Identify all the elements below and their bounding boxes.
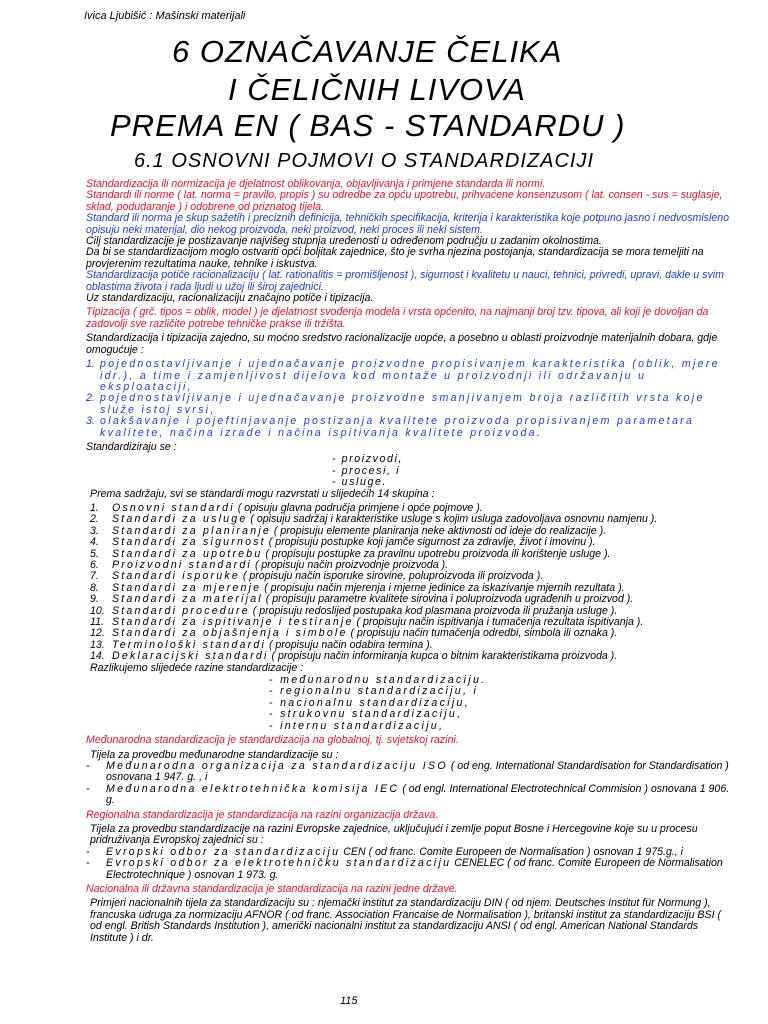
item-number: 14. xyxy=(90,650,105,663)
item-desc: ( propisuju način isporuke sirovine, poluproizvoda ili proizvoda ). xyxy=(239,570,544,583)
item-name: Standardi za ispitivanje i testiranje xyxy=(112,616,354,629)
item-number: 7. xyxy=(90,570,99,583)
list-item xyxy=(86,359,732,393)
item-desc: ( propisuju elemente planiranja neke aktivnosti od ideje do realizacije ). xyxy=(270,524,607,537)
regional-bodies-list xyxy=(86,847,732,881)
running-header: Ivica Ljubišić : Mašinski materijali xyxy=(84,10,246,22)
national-examples: Primjeri nacionalnih tijela za standardizaciju su : njemački institut za standardizaciju DIN ( od njem. Deutsches Institut für Normung ), francuska udruga za normizaciju AFNOR ( od franc. Association Francaise de Normalisation ), britanski institut za standardizaciju BSI ( od engl. British Standards Institution ), američki nacionalni institut za standardizaciju ANSI ( od engl. American National Standards Institute ) i dr. xyxy=(90,897,721,944)
list-item: - Evropski odbor za standardizaciju CEN ( od franc. Comite Europeen de Normalisation ) osnovan 1 975.g., i xyxy=(86,845,684,858)
body-desc: CENELEC ( od franc. Comite Europeen de Normalisation Electrotechnique ) osnovan 1 973. g. xyxy=(106,857,723,881)
intl-bodies-list xyxy=(86,761,732,807)
body-desc: ( od engl. International Electrotechnical Commision ) osnovana 1 906. g. xyxy=(106,782,730,807)
item-number: 2. xyxy=(90,513,99,526)
benefits-list xyxy=(86,359,732,439)
item-name: Proizvodni standardi xyxy=(112,559,252,571)
item-number: 13. xyxy=(90,638,105,651)
body-desc: ( od eng. International Standardisation for Standardisation ) osnovana 1 947. g. , i xyxy=(106,759,729,784)
item-number: 11. xyxy=(90,616,104,629)
item-number: 1. xyxy=(90,501,99,514)
item-number: 8. xyxy=(90,581,99,594)
list-item: - proizvodi, xyxy=(332,453,404,466)
list-item: - Evropski odbor za elektrotehničku standardizaciju CENELEC ( od franc. Comite Europeen de Normalisation Electrotechnique ) osnovan 1 973. g. xyxy=(86,857,723,881)
item-desc: ( propisuju način tumačenja odredbi, simbola ili oznaka ). xyxy=(347,627,618,640)
body-name: Međunarodna organizacija za standardizaciju ISO xyxy=(106,759,448,772)
chapter-title-line-3: PREMA EN ( BAS - STANDARDU ) xyxy=(110,108,626,143)
paragraph: Da bi se standardizacijom moglo ostvariti opći boljitak zajednice, što je svrha njezina postojanja, standardizacija se mora temeljiti na provjerenim rezultatima nauke, tehnike i iskustva. xyxy=(86,246,704,270)
item-name: Standardi za planiranje xyxy=(112,524,271,537)
chapter-title-line-2: I ČELIČNIH LIVOVA xyxy=(228,72,526,107)
item-text: olakšavanje i pojeftinjavanje postizanja kvalitete proizvoda propisivanjem parametara kvalitete, načina izrade i načina ispitivanja kvalitete proizvoda. xyxy=(100,415,695,439)
item-number: 3. xyxy=(86,415,95,428)
list-item: - Međunarodna elektrotehnička komisija IEC ( od engl. International Electrotechnical Commision ) osnovana 1 906. g. xyxy=(86,782,730,807)
paragraph: Standardizacija potiče racionalizaciju ( lat. rationalitis = promišljenost ), sigurnost i kvalitetu u nauci, tehnici, privredi, upravi, dakle u svim oblastima života i rada ljudi u užoj ili široj zajednici. xyxy=(86,269,724,293)
section-title: 6.1 OSNOVNI POJMOVI O STANDARDIZACIJI xyxy=(134,150,595,172)
item-number: 1. xyxy=(86,358,95,371)
item-desc: ( propisuju način mjerenja i mjerne jedinice za iskazivanje mjernih rezultata ). xyxy=(261,581,625,594)
standardize-intro: Standardiziraju se : xyxy=(86,440,177,453)
item-desc: ( propisuju postupke za pravilnu upotrebu proizvoda ili korištenje usluge ). xyxy=(262,547,611,560)
item-name: Standardi procedure xyxy=(112,604,250,617)
page-number: 115 xyxy=(340,995,358,1007)
list-item: - međunarodnu standardizaciju. xyxy=(269,674,487,687)
item-number: 10. xyxy=(90,604,105,617)
national-definition: Nacionalna ili državna standardizacija je standardizacija na razini jedne države. xyxy=(86,882,458,895)
paragraph: Cilj standardizacije je postizavanje najvišeg stupnja uređenosti u određenom području u zadanim okolnostima. xyxy=(86,235,602,248)
item-number: 3. xyxy=(90,524,99,537)
item-name: Standardi za sigurnost xyxy=(112,536,266,549)
item-number: 6. xyxy=(90,559,99,571)
item-number: 9. xyxy=(90,593,99,606)
paragraph: Standardi ili norme ( lat. norma = pravilo, propis ) su odredbe za opću upotrebu, prihvaćene konsenzusom ( lat. consen - sus = suglasje, sklad, podudaranje ) i odobrene od priznatog tijela. xyxy=(86,189,723,213)
standardize-list xyxy=(332,454,732,488)
item-desc: ( propisuju način ispitivanja i tumačenja rezultata ispitivanja ). xyxy=(353,616,644,629)
item-name: Standardi za usluge xyxy=(112,513,248,526)
body-name: Evropski odbor za elektrotehničku standardizaciju xyxy=(106,857,452,870)
item-name: Terminološki standardi xyxy=(112,638,266,651)
levels-list xyxy=(269,675,732,732)
item-name: Standardi za mjerenje xyxy=(112,581,262,594)
list-item: - internu standardizaciju, xyxy=(269,719,445,732)
item-name: Standardi isporuke xyxy=(112,570,240,583)
list-item: - usluge. xyxy=(332,476,388,489)
item-desc: ( propisuju postupke koji jamče sigurnost za zdravlje, život i imovinu ). xyxy=(265,536,596,549)
regional-definition: Regionalna standardizacija je standardizacija na razini organizacija država. xyxy=(86,808,439,821)
item-desc: ( propisuju parametre kvalitete sirovina i poluproizvoda ugrađenih u proizvod ). xyxy=(262,593,634,606)
item-number: 2. xyxy=(86,392,95,405)
body-name: Međunarodna elektrotehnička komisija IEC xyxy=(106,782,400,795)
regional-bodies-intro: Tijela za provedbu standardizacije na razini Evropske zajednice, uključujući i zemlje poput Bosne i Hercegovine koje su u procesu pridruživanja Evropskoj zajednici su : xyxy=(90,822,698,847)
list-item xyxy=(90,651,732,662)
item-name: Standardi za upotrebu xyxy=(112,547,263,560)
item-number: 12. xyxy=(90,627,105,640)
item-number: 5. xyxy=(90,547,99,560)
paragraph: Standard ili norma je skup sažetih i preciznih definicija, tehničkih specifikacija, kriterija i karakteristika koje potpuno jasno i nedvosmisleno opisuju neki materijal, dio nekog proizvoda, neki proizvod, neki proces ili neki sistem. xyxy=(86,212,730,236)
list-item: - regionalnu standardizaciju, i xyxy=(269,685,479,698)
list-item xyxy=(86,416,732,439)
paragraph: Uz standardizaciju, racionalizaciju značajno potiče i tipizacija. xyxy=(86,292,374,305)
item-desc: ( opisuju glavna područja primjene i opće pojmove ). xyxy=(234,501,483,514)
item-desc: ( propisuju način informiranja kupca o bitnim karakteristikama proizvoda ). xyxy=(268,650,618,663)
list-item: - Međunarodna organizacija za standardizaciju ISO ( od eng. International Standardisation for Standardisation ) osnovana 1 947. g. , i xyxy=(86,759,729,784)
item-name: Standardi za objašnjenja i simbole xyxy=(112,627,348,640)
body-name: Evropski odbor za standardizaciju xyxy=(106,845,341,858)
item-desc: ( opisuju sadržaj i karakteristike usluge s kojim usluga zadovoljava osnovnu namjenu ). xyxy=(247,513,658,526)
paragraph: Standardizacija ili normizacija je djelatnost oblikovanja, objavljivanja i primjene standarda ili normi. xyxy=(86,178,546,190)
body-desc: CEN ( od franc. Comite Europeen de Normalisation ) osnovan 1 975.g., i xyxy=(340,845,684,858)
item-name: Deklaracijski standardi xyxy=(112,650,269,663)
list-item: - nacionalnu standardizaciju, xyxy=(269,696,470,709)
item-desc: ( propisuju način odabira termina ). xyxy=(266,638,433,651)
standard-groups-list xyxy=(90,503,732,663)
item-desc: ( propisuju redoslijed postupaka kod plasmana proizvoda ili pružanja usluge ). xyxy=(249,604,618,617)
item-text: pojednostavljivanje i ujednačavanje proizvodne smanjivanjem broja različitih vrsta koje služe istoj svrsi, xyxy=(100,392,705,416)
levels-intro: Razlikujemo slijedeće razine standardizacije : xyxy=(90,661,304,674)
body-text xyxy=(86,179,732,944)
paragraph: Standardizacija i tipizacija zajedno, su moćno sredstvo racionalizacije uopće, a posebno u oblasti proizvodnje materijalnih dobara, gdje omogućuje : xyxy=(86,332,718,356)
intl-definition: Međunarodna standardizacija je standardizacija na globalnoj, tj. svjetskoj razini. xyxy=(86,734,459,747)
item-desc: ( propisuju način proizvodnje proizvoda ). xyxy=(252,559,449,571)
list-item xyxy=(86,393,732,416)
item-name: Osnovni standardi xyxy=(112,501,235,514)
intl-bodies-intro: Tijela za provedbu međunarodne standardizacije su : xyxy=(90,748,339,761)
list-item: - procesi, i xyxy=(332,464,401,477)
item-name: Standardi za materijal xyxy=(112,593,263,606)
item-number: 4. xyxy=(90,536,99,549)
list-item: - strukovnu standardizaciju, xyxy=(269,708,463,721)
chapter-title-line-1: 6 OZNAČAVANJE ČELIKA xyxy=(172,34,563,69)
item-text: pojednostavljivanje i ujednačavanje proizvodne propisivanjem karakteristika (oblik, mjere idr.), a time i zamjenljivost dijelova kod montaže u proizvodnji ili održavanju u eksploataciji, xyxy=(100,358,720,393)
groups-intro: Prema sadržaju, svi se standardi mogu razvrstati u slijedećih 14 skupina : xyxy=(90,487,435,500)
paragraph: Tipizacija ( grč. tipos = oblik, model ) je djelatnost svođenja modela i vrsta općenito, na najmanji broj tzv. tipova, ali koji je dovoljan da zadovolji sve različite potrebe tehničke prakse ili tržišta. xyxy=(86,306,709,330)
